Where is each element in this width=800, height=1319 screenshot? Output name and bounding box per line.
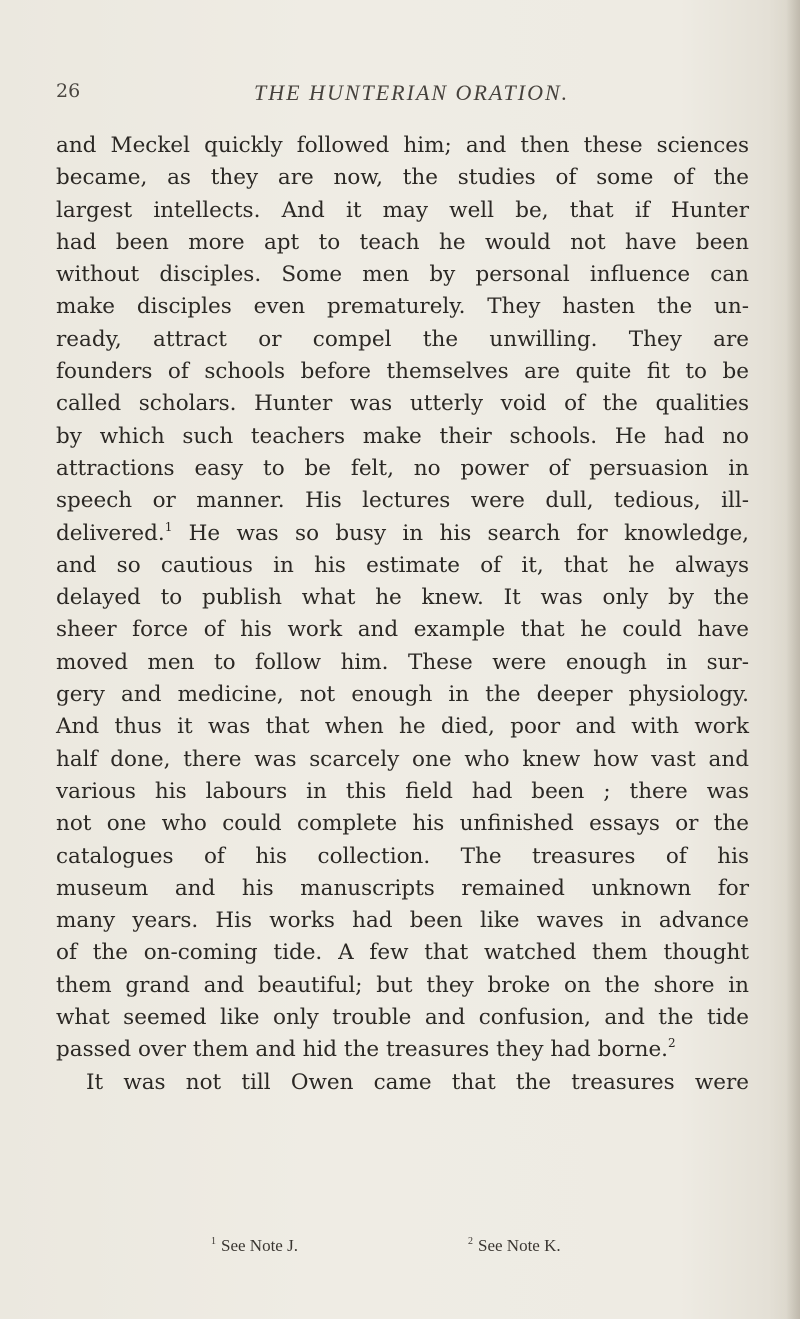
text-line: moved men to follow him. These were enough in sur- — [56, 649, 749, 675]
text-line: and so cautious in his estimate of it, that he always — [56, 552, 749, 578]
text-line: attractions easy to be felt, no power of persuasion in — [56, 455, 749, 481]
footnote-number: 2 — [468, 1236, 473, 1247]
text-line: half done, there was scarcely one who knew how vast and — [56, 746, 749, 772]
text-line: ready, attract or compel the unwilling. They are — [56, 326, 749, 352]
line-start: delivered. — [56, 520, 165, 546]
text-line: and Meckel quickly followed him; and then these sciences — [56, 133, 749, 158]
footnotes — [56, 1236, 749, 1260]
footnote-marker-2: 2 — [668, 1036, 676, 1051]
body-text — [56, 130, 749, 1099]
text-line: not one who could complete his unfinished essays or the — [56, 811, 749, 837]
page-number: 26 — [56, 80, 81, 102]
text-line: them grand and beautiful; but they broke on the shore in — [56, 972, 749, 998]
text-line: had been more apt to teach he would not have been — [56, 229, 749, 255]
footnote-marker-1: 1 — [164, 519, 173, 534]
text-line: catalogues of his collection. The treasures of his — [56, 843, 749, 869]
page-header — [56, 80, 746, 110]
text-line: largest intellects. And it may well be, that if Hunter — [56, 197, 749, 223]
footnote-number: 1 — [211, 1236, 216, 1247]
page-edge-shadow — [786, 0, 800, 1319]
text-line: various his labours in this field had been ; there was — [56, 778, 749, 804]
footnote-2 — [468, 1236, 561, 1256]
footnote-1 — [211, 1236, 298, 1256]
running-title: THE HUNTERIAN ORATION. — [254, 80, 570, 105]
footnote-text: See Note K. — [478, 1236, 561, 1255]
text-line: speech or manner. His lectures were dull, tedious, ill- — [56, 488, 749, 514]
text-line: founders of schools before themselves are quite fit to be — [56, 359, 749, 385]
text-line: of the on-coming tide. A few that watched them thought — [56, 940, 749, 966]
text-line: And thus it was that when he died, poor and with work — [56, 714, 749, 740]
text-line: became, as they are now, the studies of some of the — [56, 165, 749, 191]
text-line: delayed to publish what he knew. It was only by the — [56, 585, 749, 611]
text-line: make disciples even prematurely. They hasten the un- — [56, 294, 749, 320]
text-line: without disciples. Some men by personal influence can — [56, 262, 749, 288]
text-line: what seemed like only trouble and confusion, and the tide — [56, 1005, 749, 1031]
text-line: gery and medicine, not enough in the deeper physiology. — [56, 682, 749, 708]
text-line-with-footnote — [56, 518, 749, 550]
text-line: by which such teachers make their schools. He had no — [56, 423, 749, 449]
text-line: many years. His works had been like waves in advance — [56, 908, 749, 934]
line-text: passed over them and hid the treasures they had borne. — [56, 1037, 669, 1063]
text-line: museum and his manuscripts remained unknown for — [56, 875, 749, 901]
text-line: It was not till Owen came that the treasures were — [86, 1069, 749, 1095]
footnote-text: See Note J. — [221, 1236, 298, 1255]
text-line: called scholars. Hunter was utterly void of the qualities — [56, 391, 749, 417]
text-line-with-footnote — [56, 1034, 749, 1066]
text-line: sheer force of his work and example that he could have — [56, 617, 749, 643]
line-rest: He was so busy in his search for knowledge, — [172, 520, 749, 546]
